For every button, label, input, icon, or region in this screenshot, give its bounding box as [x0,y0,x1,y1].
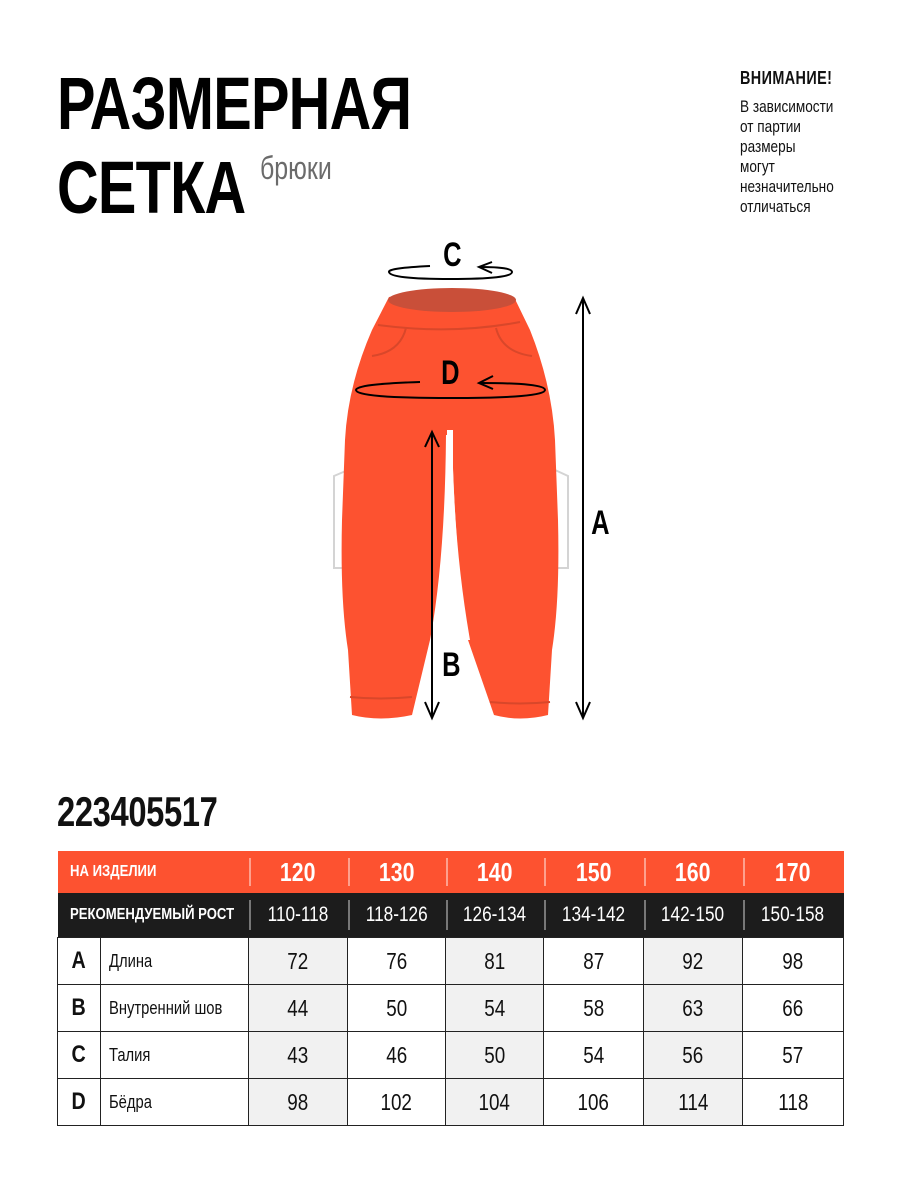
value-cell: 54 [446,985,544,1032]
dimension-label-a: A [591,504,610,542]
dimension-label-c: C [443,236,462,274]
dimension-label-b: B [442,646,461,684]
height-cell: 118-126 [348,893,446,938]
notice-heading: ВНИМАНИЕ! [740,68,833,88]
notice-line: размеры [740,137,796,156]
row-marker: B [58,985,101,1032]
size-header-cell: 160 [644,851,743,893]
recommended-height-row [58,893,844,938]
table-row [58,1079,844,1126]
value-cell: 81 [446,938,544,985]
size-header-label: НА ИЗДЕЛИИ [58,851,249,893]
height-cell: 150-158 [743,893,844,938]
value-cell: 50 [446,1032,544,1079]
value-cell: 98 [249,1079,348,1126]
value-cell: 56 [644,1032,743,1079]
row-name: Внутренний шов [101,985,249,1032]
value-cell: 44 [249,985,348,1032]
table-row [58,1032,844,1079]
value-cell: 102 [348,1079,446,1126]
height-cell: 142-150 [644,893,743,938]
product-type-subtitle: брюки [260,150,332,186]
notice-line: незначительно [740,177,834,196]
notice-line: могут [740,157,775,176]
value-cell: 98 [743,938,844,985]
value-cell: 66 [743,985,844,1032]
dimension-label-d: D [441,354,460,392]
row-name: Длина [101,938,249,985]
table-row [58,938,844,985]
notice-line: В зависимости [740,97,834,116]
row-name: Бёдра [101,1079,249,1126]
value-cell: 87 [544,938,644,985]
size-table [57,851,844,1126]
notice-line: отличаться [740,197,811,216]
size-header-cell: 140 [446,851,544,893]
title-line-1: РАЗМЕРНАЯ [57,62,412,145]
row-marker: C [58,1032,101,1079]
value-cell: 63 [644,985,743,1032]
row-name: Талия [101,1032,249,1079]
value-cell: 43 [249,1032,348,1079]
row-marker: D [58,1079,101,1126]
size-header-cell: 150 [544,851,644,893]
value-cell: 46 [348,1032,446,1079]
waistband-top [388,288,516,312]
row-marker: A [58,938,101,985]
value-cell: 72 [249,938,348,985]
height-cell: 126-134 [446,893,544,938]
value-cell: 58 [544,985,644,1032]
value-cell: 76 [348,938,446,985]
value-cell: 50 [348,985,446,1032]
value-cell: 118 [743,1079,844,1126]
value-cell: 114 [644,1079,743,1126]
value-cell: 106 [544,1079,644,1126]
value-cell: 57 [743,1032,844,1079]
notice-line: от партии [740,117,801,136]
height-cell: 134-142 [544,893,644,938]
recommended-height-label: РЕКОМЕНДУЕМЫЙ РОСТ [58,893,249,938]
value-cell: 54 [544,1032,644,1079]
article-number: 223405517 [57,788,218,835]
table-row [58,985,844,1032]
height-cell: 110-118 [249,893,348,938]
size-header-cell: 120 [249,851,348,893]
size-header-row [58,851,844,893]
value-cell: 104 [446,1079,544,1126]
size-header-cell: 170 [743,851,844,893]
value-cell: 92 [644,938,743,985]
title-line-2: СЕТКА [57,146,246,229]
size-header-cell: 130 [348,851,446,893]
